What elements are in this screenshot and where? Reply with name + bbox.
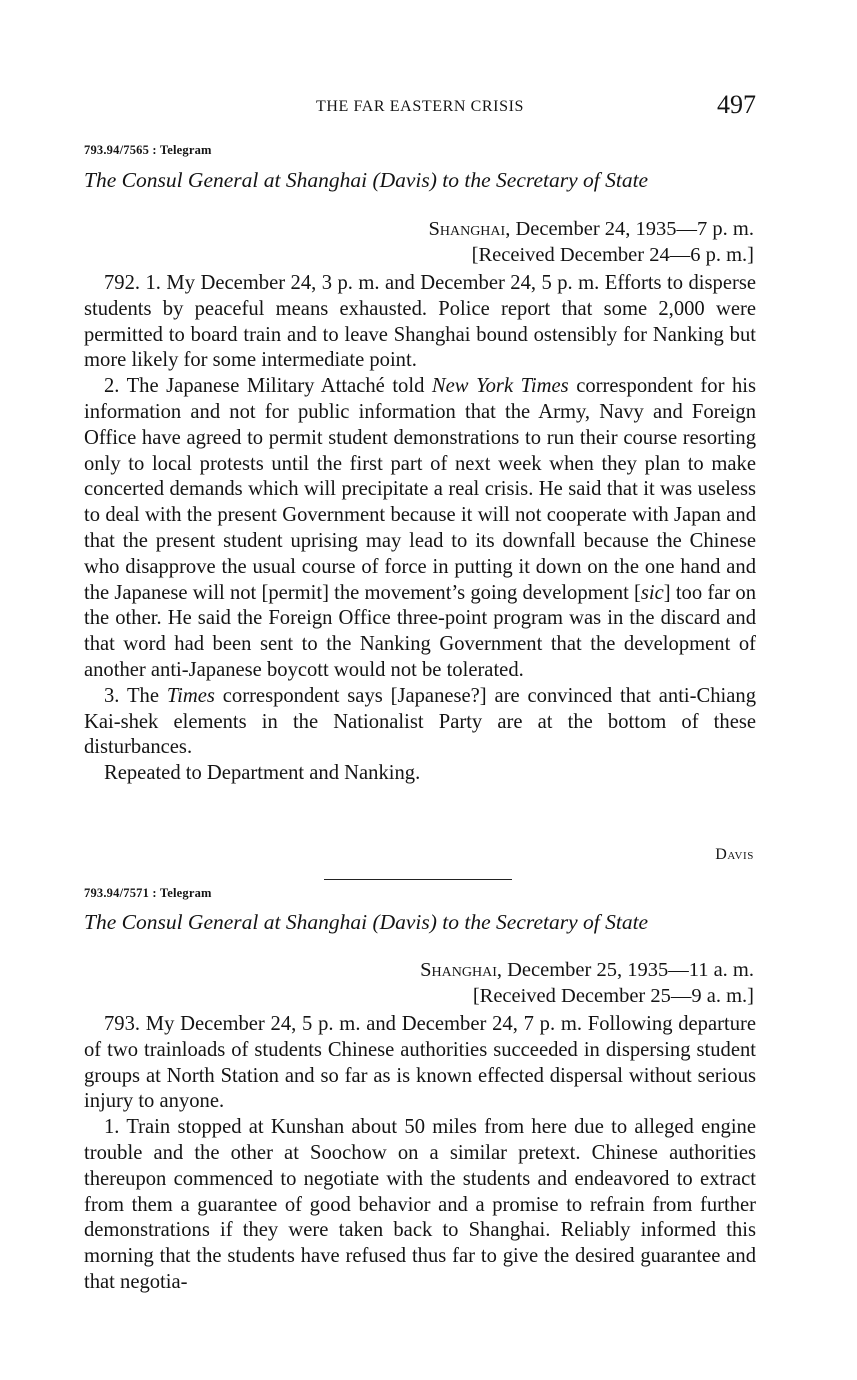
date-line-2 <box>420 957 754 983</box>
paragraph-3-part-a: 3. The <box>104 684 167 707</box>
paragraph-2 <box>84 374 756 684</box>
file-reference-2: 793.94/7571 : Telegram <box>84 886 212 900</box>
paragraph-793-1: 1. Train stopped at Kunshan about 50 miles from here due to alleged engine trouble and the other at Soochow on a similar pretext. Chinese authorities thereupon commenced to negotiate with the students and endeavored to extract from them a guarantee of good behavior and a promise to refrain from further demonstrations if they were taken back to Shanghai. Reliably informed this morning that the students have refused thus far to give the desired guarantee and that negotia- <box>84 1116 756 1293</box>
repeated-note: Repeated to Department and Nanking. <box>104 762 421 785</box>
page-header <box>84 92 756 126</box>
paragraph-3-part-b: correspondent says [Japanese?] are convinced that anti-Chiang Kai-shek elements in the Nationalist Party are at the bottom of these disturbances. <box>84 684 756 759</box>
date-line-1 <box>428 216 754 242</box>
signature-davis: Davis <box>715 846 754 863</box>
page-number: 497 <box>717 90 756 119</box>
place-1: Shanghai <box>428 218 506 240</box>
document-title-2: The Consul General at Shanghai (Davis) to the Secretary of State <box>84 910 649 934</box>
dateline-2 <box>420 957 754 1009</box>
dateline-1 <box>428 216 754 268</box>
document-body-2 <box>84 1012 756 1296</box>
paragraph-792: 792. 1. My December 24, 3 p. m. and December 24, 5 p. m. Efforts to disperse students by peaceful means exhausted. Police report that some 2,000 were permitted to board train and to leave Shanghai bound ostensibly for Nanking but more likely for some intermediate point. <box>84 272 756 372</box>
section-divider <box>324 879 512 880</box>
newspaper-name: New York Times <box>431 375 569 398</box>
times-name: Times <box>166 684 215 707</box>
date-1: , December 24, 1935—7 p. m. <box>505 218 754 240</box>
sic-mark: sic <box>640 581 664 604</box>
paragraph-2-part-c: ] too far on the other. He said the Foreign Office three-point program was in the discard and that word had been sent to the Nanking Government that the development of another anti-Japanese boycott would not be tolerated. <box>84 581 756 681</box>
file-reference-1: 793.94/7565 : Telegram <box>84 143 212 157</box>
paragraph-3 <box>84 684 756 761</box>
received-line-2: [Received December 25—9 a. m.] <box>472 985 754 1007</box>
document-title-1: The Consul General at Shanghai (Davis) to the Secretary of State <box>84 168 649 192</box>
running-title: THE FAR EASTERN CRISIS <box>315 98 525 115</box>
place-2: Shanghai <box>420 959 497 981</box>
paragraph-2-part-b: correspondent for his information and not for public information that the Army, Navy and Foreign Office have agreed to permit student demonstrations to run their course resorting only to local protests until the first part of next week when they plan to make concerted demands which will precipitate a real crisis. He said that it was useless to deal with the present Government because it will not cooperate with Japan and that the present student uprising may lead to its downfall because the Chinese who disapprove the usual course of force in putting it down on the one hand and the Japanese will not [permit] the movement’s going development [ <box>84 375 756 604</box>
paragraph-2-part-a: 2. The Japanese Military Attaché told <box>104 375 432 398</box>
date-2: , December 25, 1935—11 a. m. <box>496 959 754 981</box>
document-body-1 <box>84 271 756 787</box>
paragraph-793: 793. My December 24, 5 p. m. and December 24, 7 p. m. Following departure of two trainloads of students Chinese authorities succeeded in dispersing student groups at North Station and so far as is known effected dispersal without serious injury to anyone. <box>84 1013 756 1113</box>
received-line-1: [Received December 24—6 p. m.] <box>471 244 754 266</box>
